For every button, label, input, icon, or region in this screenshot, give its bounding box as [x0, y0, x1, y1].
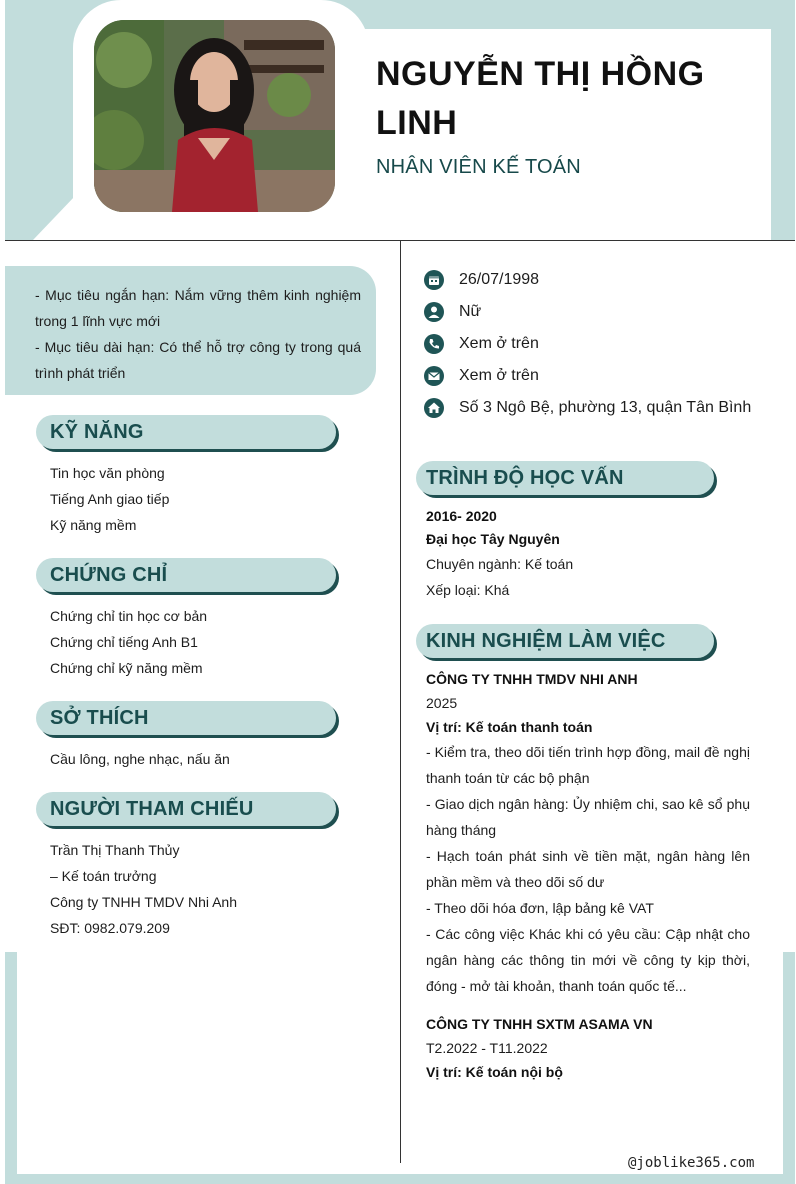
job-company: CÔNG TY TNHH TMDV NHI ANH	[426, 671, 638, 687]
mail-icon	[424, 366, 444, 386]
list-item: Công ty TNHH TMDV Nhi Anh	[50, 894, 237, 910]
list-item: Tin học văn phòng	[50, 465, 165, 481]
job-period: T2.2022 - T11.2022	[426, 1040, 548, 1056]
education-grade: Xếp loại: Khá	[426, 582, 510, 598]
calendar-icon	[424, 270, 444, 290]
certificates-list	[50, 603, 207, 681]
job-duty: - Kiểm tra, theo dõi tiến trình hợp đồng, mail đề nghị thanh toán từ các bộ phận	[426, 744, 750, 786]
contact-email	[424, 360, 751, 392]
contact-birthdate	[424, 264, 751, 296]
home-icon	[424, 398, 444, 418]
skills-list	[50, 460, 169, 538]
contact-gender	[424, 296, 751, 328]
column-divider	[400, 241, 401, 1163]
frame-bottom	[5, 1174, 795, 1184]
job-duty: - Giao dịch ngân hàng: Ủy nhiệm chi, sao kê sổ phụ hàng tháng	[426, 796, 750, 838]
list-item: Chứng chỉ tin học cơ bản	[50, 608, 208, 624]
hobbies-list	[50, 746, 230, 772]
list-item: Tiếng Anh giao tiếp	[50, 491, 170, 507]
education-major: Chuyên ngành: Kế toán	[426, 556, 574, 572]
contact-phone	[424, 328, 751, 360]
objective-short-term: - Mục tiêu ngắn hạn: Nắm vững thêm kinh nghiệm trong 1 lĩnh vực mới	[35, 287, 361, 329]
job-role: Vị trí: Kế toán nội bộ	[426, 1064, 563, 1080]
career-objective	[5, 266, 376, 395]
education-entry	[426, 505, 750, 603]
job-duty: - Hạch toán phát sinh về tiền mặt, ngân hàng lên phần mềm và theo dõi số dư	[426, 848, 750, 890]
job-role: Vị trí: Kế toán thanh toán	[426, 719, 593, 735]
experience-list	[426, 668, 750, 1084]
job-title: NHÂN VIÊN KẾ TOÁN	[376, 156, 581, 178]
job-duty: - Theo dõi hóa đơn, lập bảng kê VAT	[426, 900, 654, 916]
job-company: CÔNG TY TNHH SXTM ASAMA VN	[426, 1016, 653, 1032]
job-duty: - Các công việc Khác khi có yêu cầu: Cập nhật cho ngân hàng các thông tin mới về công ty kịp thời, đóng - mở tài khoản, thanh toán quốc tế...	[426, 926, 750, 994]
experience-heading: KINH NGHIỆM LÀM VIỆC	[416, 624, 714, 658]
photo-notch	[33, 196, 75, 240]
list-item: SĐT: 0982.079.209	[50, 920, 170, 936]
references-heading: NGƯỜI THAM CHIẾU	[36, 792, 336, 826]
list-item: Kỹ năng mềm	[50, 517, 137, 533]
education-school: Đại học Tây Nguyên	[426, 531, 560, 547]
profile-photo	[94, 20, 335, 212]
contact-text: 26/07/1998	[459, 271, 540, 288]
contact-text: Số 3 Ngô Bệ, phường 13, quận Tân Bình	[459, 399, 752, 416]
person-icon	[424, 302, 444, 322]
frame-right	[783, 952, 795, 1184]
list-item: Chứng chỉ tiếng Anh B1	[50, 634, 198, 650]
contact-text: Xem ở trên	[459, 367, 539, 384]
contact-text: Nữ	[459, 303, 482, 320]
education-heading: TRÌNH ĐỘ HỌC VẤN	[416, 461, 714, 495]
contact-text: Xem ở trên	[459, 335, 539, 352]
education-period: 2016- 2020	[426, 508, 497, 524]
frame-left	[5, 952, 17, 1184]
hobbies-heading: SỞ THÍCH	[36, 701, 336, 735]
references-list	[50, 837, 237, 941]
objective-long-term: - Mục tiêu dài hạn: Có thể hỗ trợ công ty trong quá trình phát triển	[35, 339, 361, 381]
contact-address	[424, 392, 751, 424]
watermark: @joblike365.com	[628, 1155, 755, 1171]
phone-icon	[424, 334, 444, 354]
job-period: 2025	[426, 695, 458, 711]
skills-heading: KỸ NĂNG	[36, 415, 336, 449]
list-item: Trần Thị Thanh Thủy	[50, 842, 180, 858]
list-item: Cầu lông, nghe nhạc, nấu ăn	[50, 751, 230, 767]
list-item: – Kế toán trưởng	[50, 868, 157, 884]
candidate-name: NGUYỄN THỊ HỒNG LINH	[376, 55, 705, 142]
list-item: Chứng chỉ kỹ năng mềm	[50, 660, 203, 676]
contact-info	[424, 264, 751, 424]
certificates-heading: CHỨNG CHỈ	[36, 558, 336, 592]
